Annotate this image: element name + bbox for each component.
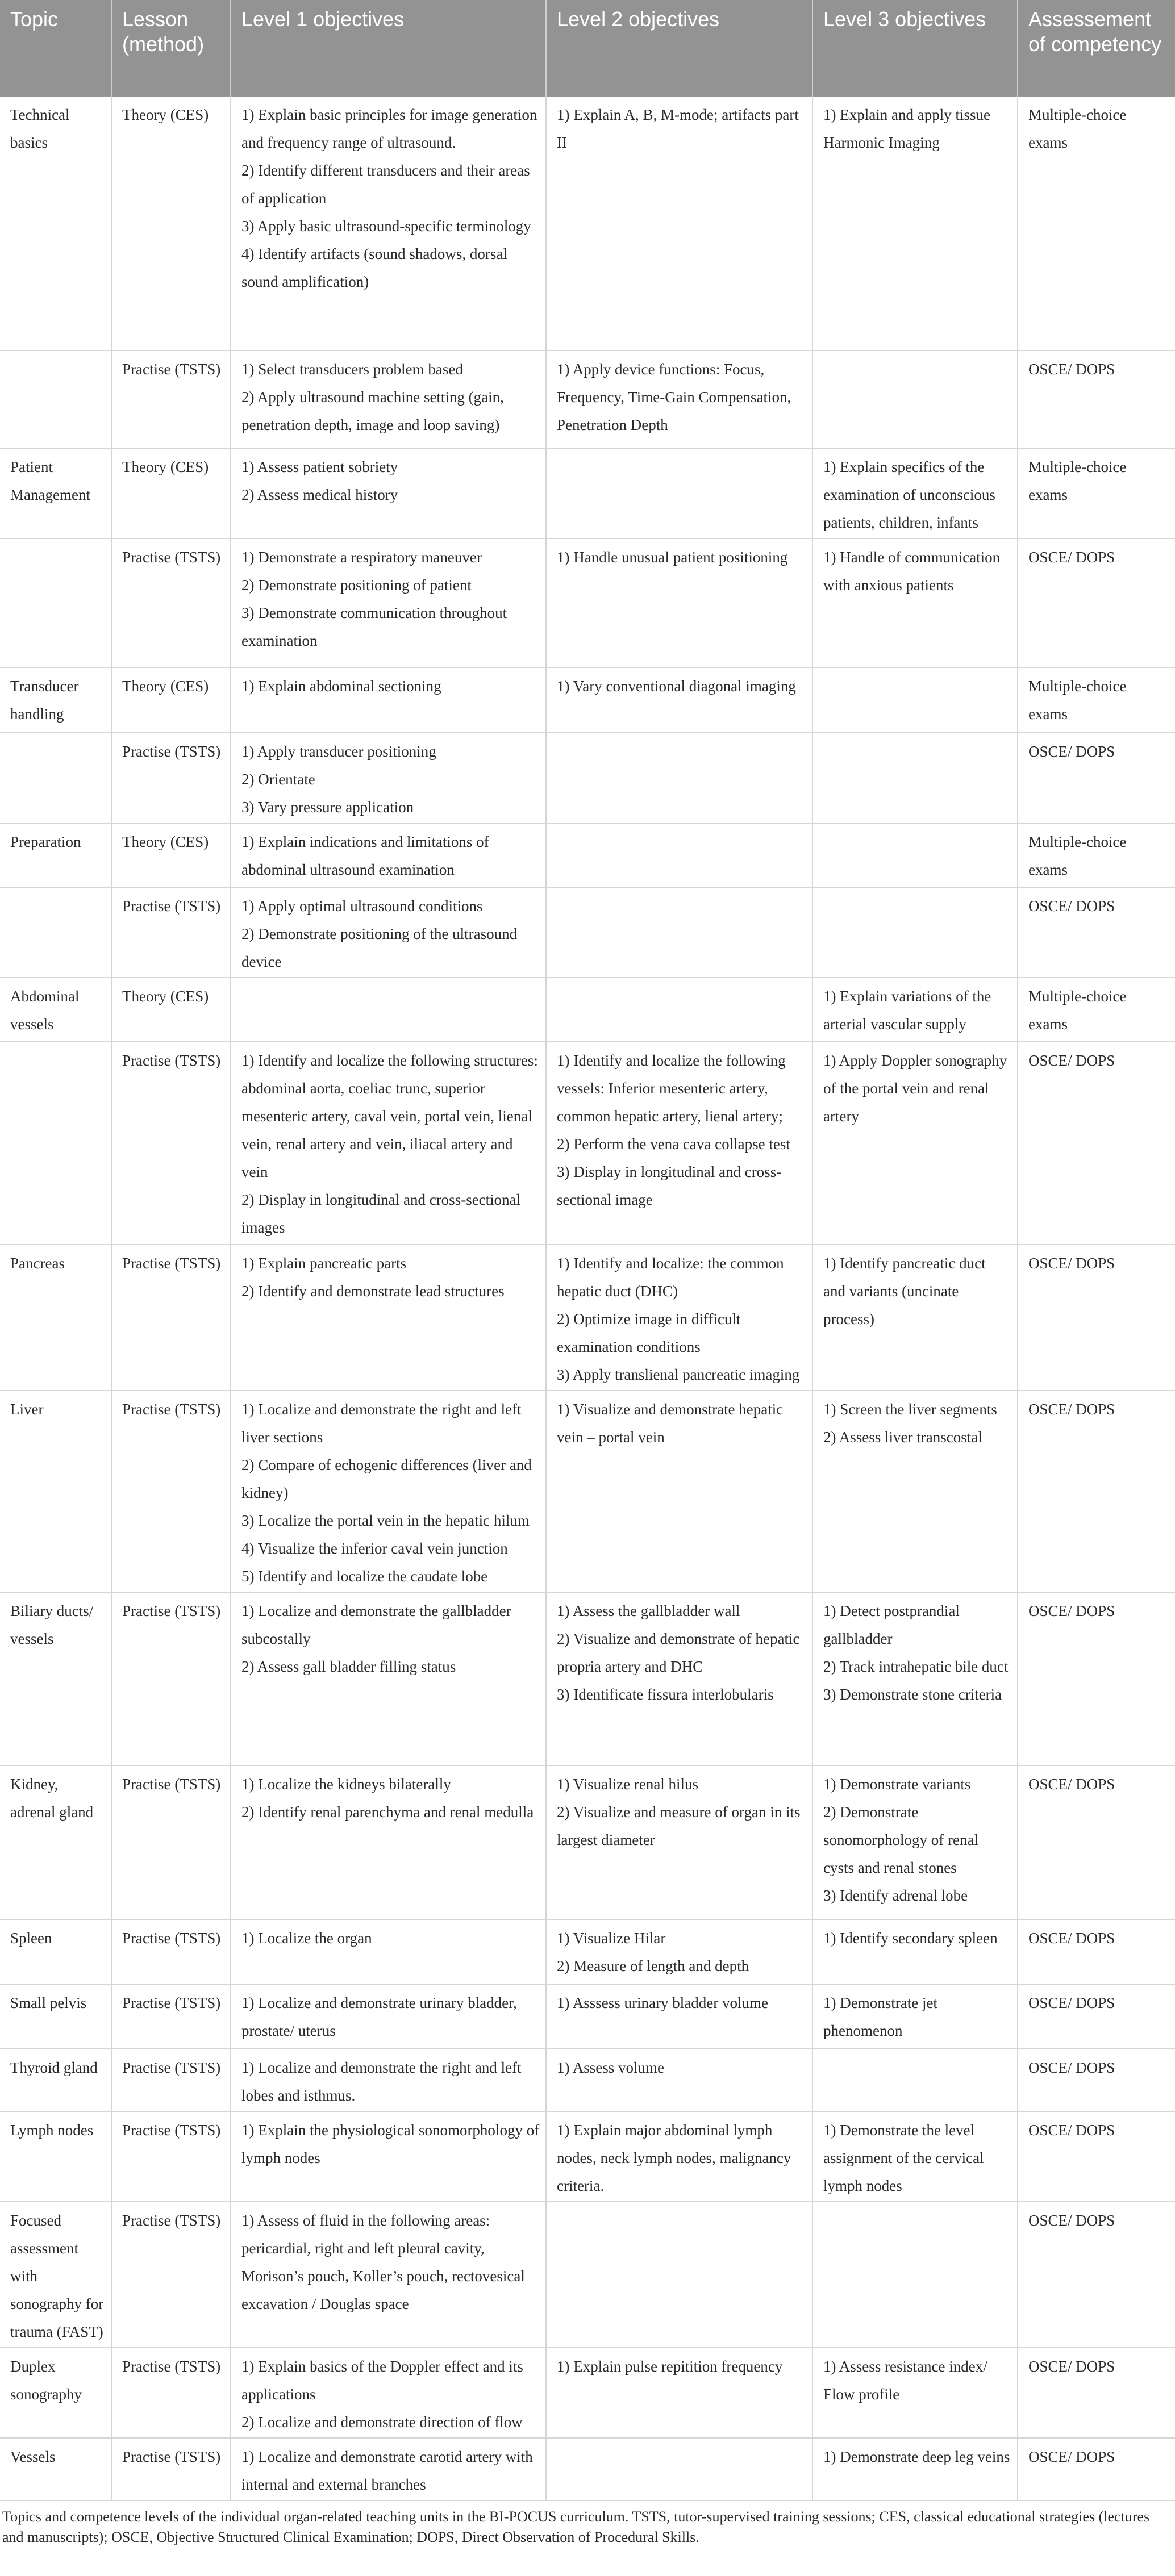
objective-item: 1) Assess patient sobriety [241, 458, 398, 475]
topic-cell: Preparation [0, 823, 111, 887]
topic-cell: Pancreas [0, 1245, 111, 1391]
objective-item: 1) Explain basic principles for image generation and frequency range of ultrasound. [241, 106, 538, 151]
objective-item: 2) Identify renal parenchyma and renal medulla [241, 1803, 534, 1821]
topic-cell: Transducer handling [0, 667, 111, 733]
table-row [0, 97, 1175, 350]
topic-cell: Vessels [0, 2438, 111, 2500]
table-row [0, 1592, 1175, 1765]
table-row [0, 1042, 1175, 1245]
objective-item: 1) Visualize and demonstrate hepatic vein – portal vein [557, 1401, 784, 1446]
level-2-objectives-cell [546, 667, 813, 733]
objective-item: 1) Select transducers problem based [241, 361, 463, 378]
header-topic: Topic [0, 0, 111, 97]
objective-item: 1) Explain pancreatic parts [241, 1255, 407, 1272]
lesson-method-cell: Practise (TSTS) [111, 2049, 231, 2111]
topic-cell: Focused assessment with sonography for trauma (FAST) [0, 2202, 111, 2348]
assessment-cell: OSCE/ DOPS [1018, 733, 1175, 823]
table-row [0, 1984, 1175, 2049]
objective-item: 1) Screen the liver segments [823, 1401, 997, 1418]
level-2-objectives-cell [546, 1245, 813, 1391]
level-2-objectives-cell [546, 1592, 813, 1765]
objective-item: 1) Apply Doppler sonography of the portal vein and renal artery [823, 1052, 1007, 1125]
assessment-cell: OSCE/ DOPS [1018, 350, 1175, 448]
objective-item: 2) Optimize image in difficult examination conditions [557, 1310, 741, 1355]
level-3-objectives-cell [813, 733, 1018, 823]
objective-item: 1) Localize and demonstrate urinary bladder, prostate/ uterus [241, 1994, 517, 2039]
table-header [0, 0, 1175, 97]
lesson-method-cell: Practise (TSTS) [111, 1592, 231, 1765]
topic-cell: Duplex sonography [0, 2348, 111, 2438]
table-row [0, 887, 1175, 978]
level-1-objectives-cell [231, 1042, 546, 1245]
objective-item: 1) Demonstrate the level assignment of the cervical lymph nodes [823, 2122, 984, 2194]
objective-item: 1) Identify and localize the following vessels: Inferior mesenteric artery, common hepatic artery, lienal artery; [557, 1052, 786, 1125]
table-row [0, 1245, 1175, 1391]
table-row [0, 2049, 1175, 2111]
objective-item: 2) Orientate [241, 771, 315, 788]
level-2-objectives-cell [546, 1984, 813, 2049]
level-3-objectives-cell [813, 978, 1018, 1042]
objective-item: 2) Assess gall bladder filling status [241, 1658, 456, 1675]
objective-item: 1) Explain indications and limitations of abdominal ultrasound examination [241, 833, 489, 878]
header-level-3-objectives: Level 3 objectives [813, 0, 1018, 97]
objective-item: 1) Demonstrate variants [823, 1776, 971, 1793]
objective-item: 3) Identify adrenal lobe [823, 1887, 968, 1904]
level-3-objectives-cell [813, 1592, 1018, 1765]
objective-item: 1) Visualize Hilar [557, 1930, 666, 1947]
header-level-2-objectives: Level 2 objectives [546, 0, 813, 97]
level-1-objectives-cell [231, 538, 546, 667]
level-3-objectives-cell [813, 2348, 1018, 2438]
objective-item: 1) Explain basics of the Doppler effect and its applications [241, 2358, 523, 2403]
level-2-objectives-cell [546, 2348, 813, 2438]
level-1-objectives-cell [231, 2049, 546, 2111]
objective-item: 1) Assess the gallbladder wall [557, 1602, 740, 1619]
topic-cell: Spleen [0, 1919, 111, 1984]
level-2-objectives-cell [546, 538, 813, 667]
topic-cell [0, 1042, 111, 1245]
objective-item: 1) Demonstrate a respiratory maneuver [241, 549, 482, 566]
level-3-objectives-cell [813, 448, 1018, 538]
topic-cell: Patient Management [0, 448, 111, 538]
topic-cell: Lymph nodes [0, 2111, 111, 2202]
objective-item: 1) Identify and localize: the common hepatic duct (DHC) [557, 1255, 784, 1300]
level-1-objectives-cell [231, 1984, 546, 2049]
table-row [0, 448, 1175, 538]
level-2-objectives-cell [546, 978, 813, 1042]
level-1-objectives-cell [231, 2111, 546, 2202]
lesson-method-cell: Practise (TSTS) [111, 1765, 231, 1919]
assessment-cell: Multiple-choice exams [1018, 823, 1175, 887]
lesson-method-cell: Theory (CES) [111, 448, 231, 538]
objective-item: 2) Visualize and demonstrate of hepatic propria artery and DHC [557, 1630, 800, 1675]
topic-cell: Biliary ducts/ vessels [0, 1592, 111, 1765]
level-1-objectives-cell [231, 1245, 546, 1391]
level-1-objectives-cell [231, 97, 546, 350]
objective-item: 3) Apply translienal pancreatic imaging [557, 1366, 800, 1383]
objective-item: 1) Identify secondary spleen [823, 1930, 998, 1947]
assessment-cell: OSCE/ DOPS [1018, 1245, 1175, 1391]
level-1-objectives-cell [231, 823, 546, 887]
lesson-method-cell: Practise (TSTS) [111, 2348, 231, 2438]
objective-item: 1) Explain abdominal sectioning [241, 678, 441, 695]
objective-item: 1) Localize the kidneys bilaterally [241, 1776, 451, 1793]
objective-item: 2) Identify different transducers and their areas of application [241, 162, 530, 207]
objective-item: 1) Demonstrate jet phenomenon [823, 1994, 938, 2039]
level-2-objectives-cell [546, 350, 813, 448]
table-caption: Topics and competence levels of the individual organ-related teaching units in the BI-POCUS curriculum. TSTS, tutor-supervised training sessions; CES, classical educational strategies (lectures and manuscripts); OSCE, Objective Structured Clinical Examination; DOPS, Direct Observation of Procedural Skills. [2, 2508, 1150, 2545]
objective-item: 1) Apply device functions: Focus, Frequency, Time-Gain Compensation, Penetration Depth [557, 361, 791, 433]
lesson-method-cell: Practise (TSTS) [111, 1391, 231, 1592]
topic-cell [0, 350, 111, 448]
objective-item: 3) Localize the portal vein in the hepatic hilum [241, 1512, 530, 1529]
header-level-1-objectives: Level 1 objectives [231, 0, 546, 97]
table-row [0, 2111, 1175, 2202]
table-row [0, 1391, 1175, 1592]
level-1-objectives-cell [231, 448, 546, 538]
lesson-method-cell: Practise (TSTS) [111, 350, 231, 448]
level-3-objectives-cell [813, 2202, 1018, 2348]
lesson-method-cell: Practise (TSTS) [111, 1245, 231, 1391]
lesson-method-cell: Practise (TSTS) [111, 1984, 231, 2049]
level-3-objectives-cell [813, 1245, 1018, 1391]
lesson-method-cell: Practise (TSTS) [111, 733, 231, 823]
objective-item: 1) Assess volume [557, 2059, 664, 2076]
table-row [0, 978, 1175, 1042]
objective-item: 1) Detect postprandial gallbladder [823, 1602, 960, 1647]
lesson-method-cell: Theory (CES) [111, 823, 231, 887]
level-1-objectives-cell [231, 2438, 546, 2500]
topic-cell: Technical basics [0, 97, 111, 350]
assessment-cell: Multiple-choice exams [1018, 978, 1175, 1042]
objective-item: 2) Display in longitudinal and cross-sectional images [241, 1191, 521, 1236]
level-3-objectives-cell [813, 1984, 1018, 2049]
table-row [0, 538, 1175, 667]
level-2-objectives-cell [546, 97, 813, 350]
objective-item: 1) Explain A, B, M-mode; artifacts part II [557, 106, 799, 151]
objective-item: 1) Demonstrate deep leg veins [823, 2448, 1010, 2465]
lesson-method-cell: Practise (TSTS) [111, 887, 231, 978]
objective-item: 3) Apply basic ultrasound-specific terminology [241, 218, 531, 235]
assessment-cell: Multiple-choice exams [1018, 448, 1175, 538]
objective-item: 1) Explain variations of the arterial vascular supply [823, 988, 991, 1033]
topic-cell: Small pelvis [0, 1984, 111, 2049]
level-3-objectives-cell [813, 823, 1018, 887]
assessment-cell: OSCE/ DOPS [1018, 1592, 1175, 1765]
objective-item: 1) Localize and demonstrate the gallbladder subcostally [241, 1602, 511, 1647]
level-3-objectives-cell [813, 887, 1018, 978]
level-1-objectives-cell [231, 1765, 546, 1919]
objective-item: 1) Handle of communication with anxious patients [823, 549, 1001, 594]
assessment-cell: OSCE/ DOPS [1018, 2202, 1175, 2348]
level-1-objectives-cell [231, 1391, 546, 1592]
level-1-objectives-cell [231, 1919, 546, 1984]
objective-item: 1) Localize and demonstrate the right and left liver sections [241, 1401, 522, 1446]
objective-item: 2) Compare of echogenic differences (liver and kidney) [241, 1456, 532, 1501]
level-3-objectives-cell [813, 2111, 1018, 2202]
objective-item: 1) Vary conventional diagonal imaging [557, 678, 796, 695]
level-1-objectives-cell [231, 978, 546, 1042]
objective-item: 4) Identify artifacts (sound shadows, dorsal sound amplification) [241, 245, 507, 290]
objective-item: 1) Apply optimal ultrasound conditions [241, 897, 483, 915]
assessment-cell: OSCE/ DOPS [1018, 2348, 1175, 2438]
header-assessment-of-competency: Assessement of competency [1018, 0, 1175, 97]
level-1-objectives-cell [231, 667, 546, 733]
table-body [0, 97, 1175, 2500]
assessment-cell: Multiple-choice exams [1018, 667, 1175, 733]
objective-item: 3) Display in longitudinal and cross-sectional image [557, 1163, 782, 1208]
objective-item: 2) Demonstrate sonomorphology of renal cysts and renal stones [823, 1803, 978, 1876]
level-1-objectives-cell [231, 733, 546, 823]
table-row [0, 1765, 1175, 1919]
level-2-objectives-cell [546, 1391, 813, 1592]
objective-item: 2) Apply ultrasound machine setting (gain, penetration depth, image and loop saving) [241, 389, 504, 433]
objective-item: 2) Identify and demonstrate lead structures [241, 1283, 505, 1300]
topic-cell: Abdominal vessels [0, 978, 111, 1042]
assessment-cell: OSCE/ DOPS [1018, 2049, 1175, 2111]
level-2-objectives-cell [546, 887, 813, 978]
objective-item: 2) Perform the vena cava collapse test [557, 1135, 790, 1153]
objective-item: 2) Assess medical history [241, 486, 398, 503]
assessment-cell: OSCE/ DOPS [1018, 1765, 1175, 1919]
objective-item: 1) Assess of fluid in the following areas: pericardial, right and left pleural cavity, Morison’s pouch, Koller’s pouch, rectovesical excavation / Douglas space [241, 2212, 525, 2312]
level-3-objectives-cell [813, 1919, 1018, 1984]
objective-item: 1) Explain and apply tissue Harmonic Imaging [823, 106, 990, 151]
objective-item: 1) Localize and demonstrate the right and left lobes and isthmus. [241, 2059, 522, 2104]
objective-item: 1) Visualize renal hilus [557, 1776, 699, 1793]
assessment-cell: OSCE/ DOPS [1018, 887, 1175, 978]
objective-item: 1) Handle unusual patient positioning [557, 549, 788, 566]
level-3-objectives-cell [813, 1391, 1018, 1592]
assessment-cell: Multiple-choice exams [1018, 97, 1175, 350]
assessment-cell: OSCE/ DOPS [1018, 1042, 1175, 1245]
objective-item: 5) Identify and localize the caudate lobe [241, 1568, 488, 1585]
lesson-method-cell: Practise (TSTS) [111, 1919, 231, 1984]
assessment-cell: OSCE/ DOPS [1018, 2111, 1175, 2202]
topic-cell [0, 538, 111, 667]
level-1-objectives-cell [231, 1592, 546, 1765]
lesson-method-cell: Theory (CES) [111, 978, 231, 1042]
table-row [0, 2438, 1175, 2500]
objective-item: 1) Apply transducer positioning [241, 743, 436, 760]
level-2-objectives-cell [546, 1765, 813, 1919]
lesson-method-cell: Practise (TSTS) [111, 1042, 231, 1245]
topic-cell [0, 887, 111, 978]
lesson-method-cell: Theory (CES) [111, 97, 231, 350]
objective-item: 1) Identify pancreatic duct and variants (uncinate process) [823, 1255, 986, 1327]
level-3-objectives-cell [813, 667, 1018, 733]
assessment-cell: OSCE/ DOPS [1018, 1984, 1175, 2049]
topic-cell: Kidney, adrenal gland [0, 1765, 111, 1919]
lesson-method-cell: Practise (TSTS) [111, 538, 231, 667]
objective-item: 2) Demonstrate positioning of the ultrasound device [241, 925, 518, 970]
objective-item: 3) Identificate fissura interlobularis [557, 1686, 774, 1703]
level-3-objectives-cell [813, 350, 1018, 448]
objective-item: 1) Assess resistance index/ Flow profile [823, 2358, 988, 2403]
objective-item: 1) Identify and localize the following structures: abdominal aorta, coeliac trunc, superior mesenteric artery, caval vein, portal vein, lienal vein, renal artery and vein, iliacal artery and vein [241, 1052, 538, 1180]
lesson-method-cell: Theory (CES) [111, 667, 231, 733]
level-2-objectives-cell [546, 448, 813, 538]
table-row [0, 350, 1175, 448]
lesson-method-cell: Practise (TSTS) [111, 2202, 231, 2348]
lesson-method-cell: Practise (TSTS) [111, 2111, 231, 2202]
level-3-objectives-cell [813, 97, 1018, 350]
table-row [0, 667, 1175, 733]
objective-item: 1) Explain the physiological sonomorphology of lymph nodes [241, 2122, 540, 2166]
level-2-objectives-cell [546, 2111, 813, 2202]
assessment-cell: OSCE/ DOPS [1018, 1919, 1175, 1984]
objective-item: 3) Demonstrate stone criteria [823, 1686, 1002, 1703]
level-2-objectives-cell [546, 1919, 813, 1984]
topic-cell: Liver [0, 1391, 111, 1592]
objective-item: 1) Asssess urinary bladder volume [557, 1994, 768, 2011]
objective-item: 2) Visualize and measure of organ in its largest diameter [557, 1803, 801, 1848]
level-2-objectives-cell [546, 733, 813, 823]
table-row [0, 1919, 1175, 1984]
lesson-method-cell: Practise (TSTS) [111, 2438, 231, 2500]
table-row [0, 2202, 1175, 2348]
objective-item: 1) Localize the organ [241, 1930, 372, 1947]
objective-item: 2) Localize and demonstrate direction of flow [241, 2414, 523, 2431]
objective-item: 1) Explain specifics of the examination of unconscious patients, children, infants [823, 458, 995, 531]
level-3-objectives-cell [813, 2438, 1018, 2500]
objective-item: 3) Demonstrate communication throughout examination [241, 604, 507, 649]
level-2-objectives-cell [546, 1042, 813, 1245]
objective-item: 2) Demonstrate positioning of patient [241, 577, 472, 594]
table-row [0, 733, 1175, 823]
objective-item: 1) Localize and demonstrate carotid artery with internal and external branches [241, 2448, 533, 2493]
objective-item: 1) Explain pulse repitition frequency [557, 2358, 783, 2375]
assessment-cell: OSCE/ DOPS [1018, 538, 1175, 667]
level-3-objectives-cell [813, 1765, 1018, 1919]
level-1-objectives-cell [231, 887, 546, 978]
objective-item: 3) Vary pressure application [241, 799, 414, 816]
level-2-objectives-cell [546, 2438, 813, 2500]
level-2-objectives-cell [546, 2202, 813, 2348]
level-1-objectives-cell [231, 350, 546, 448]
level-1-objectives-cell [231, 2348, 546, 2438]
objective-item: 2) Assess liver transcostal [823, 1429, 982, 1446]
level-1-objectives-cell [231, 2202, 546, 2348]
table-row [0, 823, 1175, 887]
table-row [0, 2348, 1175, 2438]
header-row [0, 0, 1175, 97]
level-3-objectives-cell [813, 2049, 1018, 2111]
topic-cell: Thyroid gland [0, 2049, 111, 2111]
header-lesson-method: Lesson (method) [111, 0, 231, 97]
level-3-objectives-cell [813, 1042, 1018, 1245]
level-2-objectives-cell [546, 823, 813, 887]
objective-item: 1) Explain major abdominal lymph nodes, neck lymph nodes, malignancy criteria. [557, 2122, 791, 2194]
assessment-cell: OSCE/ DOPS [1018, 1391, 1175, 1592]
assessment-cell: OSCE/ DOPS [1018, 2438, 1175, 2500]
objective-item: 4) Visualize the inferior caval vein junction [241, 1540, 508, 1557]
level-2-objectives-cell [546, 2049, 813, 2111]
topic-cell [0, 733, 111, 823]
objective-item: 2) Measure of length and depth [557, 1957, 749, 1974]
level-3-objectives-cell [813, 538, 1018, 667]
objective-item: 2) Track intrahepatic bile duct [823, 1658, 1009, 1675]
